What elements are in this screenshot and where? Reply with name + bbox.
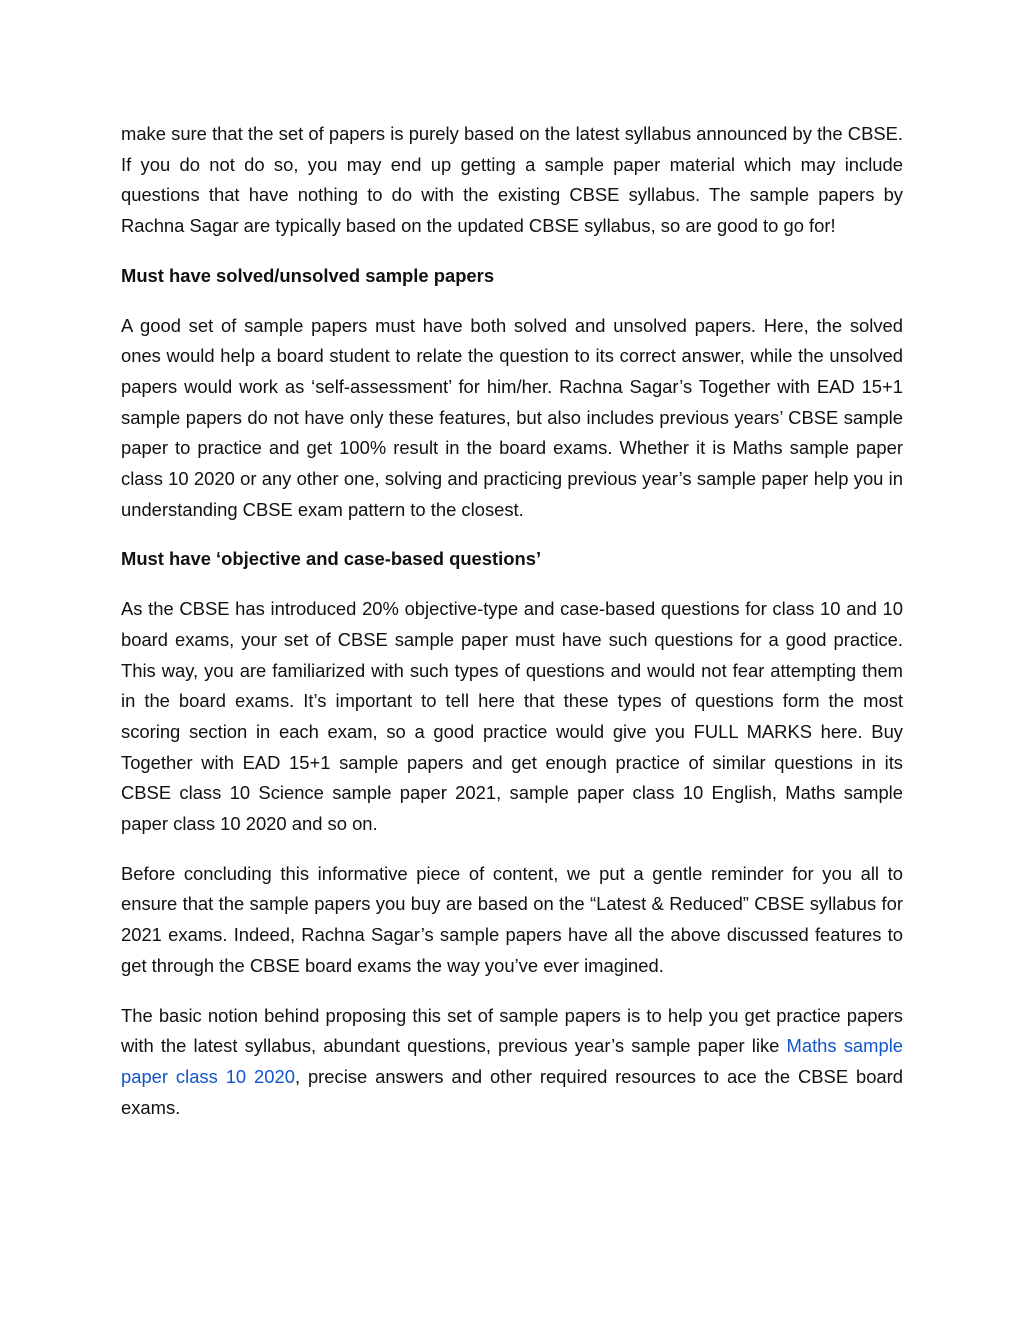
paragraph-objective-case-based: As the CBSE has introduced 20% objective-type and case-based questions for class 10 and 10 board exams, your set of CBSE sample paper must have such questions for a good practice. This way, you are familiarized with such types of questions and would not fear attempting them in the board exams. It’s important to tell here that these types of questions form the most scoring section in each exam, so a good practice would give you FULL MARKS here. Buy Together with EAD 15+1 sample papers and get enough practice of similar questions in its CBSE class 10 Science sample paper 2021, sample paper class 10 English, Maths sample paper class 10 2020 and so on. xyxy=(121,598,903,835)
paragraph-conclusion: Before concluding this informative piece of content, we put a gentle reminder for you all to ensure that the sample papers you buy are based on the “Latest & Reduced” CBSE syllabus for 2021 exams. Indeed, Rachna Sagar’s sample papers have all the above discussed features to get through the CBSE board exams the way you’ve ever imagined. xyxy=(121,862,903,976)
basic-notion-text-before: The basic notion behind proposing this set of sample papers is to help you get practice papers with the latest syllabus, abundant questions, previous year’s sample paper like xyxy=(121,1004,903,1057)
maths-sample-paper-link[interactable]: Maths sample paper class 10 2020 xyxy=(121,1035,904,1087)
heading-solved-unsolved: Must have solved/unsolved sample papers xyxy=(121,264,495,286)
basic-notion-text-after: , precise answers and other required resources to ace the CBSE board exams. xyxy=(121,1065,903,1118)
document-page xyxy=(121,119,903,1142)
paragraph-syllabus: make sure that the set of papers is purely based on the latest syllabus announced by the CBSE. If you do not do so, you may end up getting a sample paper material which may include questions that have nothing to do with the existing CBSE syllabus. The sample papers by Rachna Sagar are typically based on the updated CBSE syllabus, so are good to go for! xyxy=(121,123,903,237)
paragraph-basic-notion xyxy=(121,1001,903,1124)
heading-objective-case-based: Must have ‘objective and case-based questions’ xyxy=(121,548,542,570)
paragraph-solved-unsolved: A good set of sample papers must have both solved and unsolved papers. Here, the solved ones would help a board student to relate the question to its correct answer, while the unsolved papers would work as ‘self-assessment’ for him/her. Rachna Sagar’s Together with EAD 15+1 sample papers do not have only these features, but also includes previous years’ CBSE sample paper to practice and get 100% result in the board exams. Whether it is Maths sample paper class 10 2020 or any other one, solving and practicing previous year’s sample paper help you in understanding CBSE exam pattern to the closest. xyxy=(121,314,903,520)
